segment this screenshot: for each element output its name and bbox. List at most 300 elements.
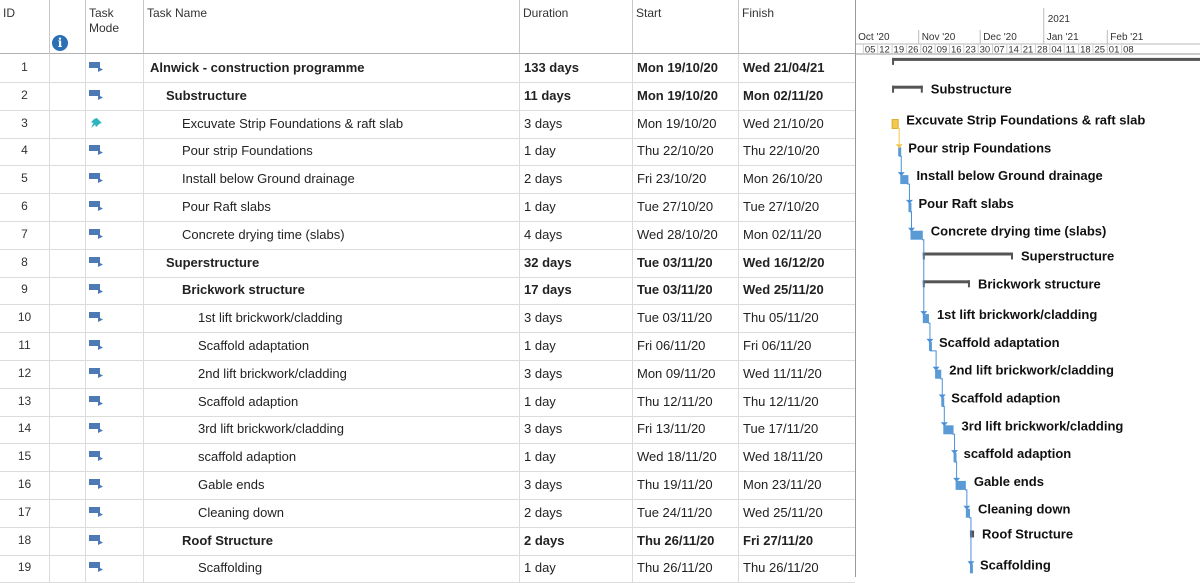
task-finish-cell[interactable]	[739, 554, 855, 582]
task-name-cell[interactable]	[144, 110, 520, 138]
task-id: 15	[17, 449, 32, 464]
timescale-week-label: 23	[965, 44, 976, 56]
task-id: 19	[17, 560, 32, 575]
task-mode-cell[interactable]	[86, 221, 144, 249]
task-start: Wed 28/10/20	[637, 226, 718, 242]
task-name: Pour strip Foundations	[182, 143, 313, 159]
task-id: 12	[17, 365, 32, 380]
task-finish-cell[interactable]	[739, 360, 855, 388]
task-start-cell[interactable]	[633, 82, 739, 110]
task-name-cell[interactable]	[144, 499, 520, 527]
task-duration-cell[interactable]	[520, 304, 633, 332]
task-duration-cell[interactable]	[520, 360, 633, 388]
task-finish: Wed 11/11/20	[743, 365, 822, 381]
task-name: 3rd lift brickwork/cladding	[198, 421, 344, 437]
task-duration-cell[interactable]	[520, 415, 633, 443]
auto-scheduled-icon	[89, 145, 103, 155]
task-start: Thu 12/11/20	[637, 393, 713, 409]
task-duration: 32 days	[524, 254, 572, 270]
task-duration-cell[interactable]	[520, 82, 633, 110]
task-start-cell[interactable]	[633, 554, 739, 582]
task-duration: 2 days	[524, 171, 563, 187]
task-indicator-cell[interactable]	[50, 360, 86, 388]
task-id-cell[interactable]	[0, 82, 50, 110]
task-id: 11	[18, 338, 31, 352]
task-name-cell[interactable]	[144, 165, 520, 193]
task-indicator-cell[interactable]	[50, 471, 86, 499]
column-header-id[interactable]	[0, 0, 50, 54]
task-bar	[970, 564, 973, 573]
timescale-week-label: 16	[950, 44, 962, 56]
task-finish-cell[interactable]	[739, 165, 855, 193]
info-icon: i	[52, 35, 68, 51]
table-row[interactable]	[0, 221, 855, 250]
task-duration: 1 day	[524, 560, 556, 576]
gantt-bar-label: Scaffold adaption	[951, 390, 1061, 406]
task-mode-cell[interactable]	[86, 554, 144, 582]
auto-scheduled-icon	[89, 229, 103, 239]
task-name: Superstructure	[166, 254, 260, 270]
column-header-task-mode-line1: Task	[89, 6, 114, 20]
task-start-cell[interactable]	[633, 443, 739, 471]
task-indicator-cell[interactable]	[50, 249, 86, 277]
task-finish-cell[interactable]	[739, 82, 855, 110]
task-id-cell[interactable]	[0, 554, 50, 582]
task-name-cell[interactable]	[144, 82, 520, 110]
task-mode-cell[interactable]	[86, 137, 144, 165]
task-id: 6	[21, 199, 28, 213]
table-row[interactable]	[0, 304, 855, 333]
task-start: Thu 22/10/20	[637, 143, 714, 159]
task-duration-cell[interactable]	[520, 499, 633, 527]
table-row[interactable]	[0, 249, 855, 278]
table-row[interactable]	[0, 388, 855, 417]
task-finish-cell[interactable]	[739, 193, 855, 221]
task-indicator-cell[interactable]	[50, 499, 86, 527]
task-mode-cell[interactable]	[86, 499, 144, 527]
gantt-bar-label: Cleaning down	[977, 501, 1071, 517]
task-name: 1st lift brickwork/cladding	[198, 310, 343, 326]
task-id-cell[interactable]	[0, 193, 50, 221]
auto-scheduled-icon	[89, 451, 103, 461]
timescale-week-label: 14	[1008, 44, 1019, 56]
task-bar	[908, 203, 911, 212]
task-start: Mon 19/10/20	[637, 87, 718, 103]
gantt-bar-label: Pour Raft slabs	[918, 195, 1014, 211]
task-id-cell[interactable]	[0, 276, 50, 304]
task-mode-cell[interactable]	[86, 332, 144, 360]
task-finish: Thu 26/11/20	[743, 560, 819, 576]
auto-scheduled-icon	[89, 562, 103, 572]
task-bar	[966, 509, 970, 518]
task-finish: Mon 26/10/20	[743, 171, 823, 187]
task-bar	[943, 425, 953, 434]
task-bar	[935, 370, 941, 379]
task-start-cell[interactable]	[633, 54, 739, 82]
task-name: Concrete drying time (slabs)	[182, 226, 345, 242]
task-mode-cell[interactable]	[86, 110, 144, 138]
task-id-cell[interactable]	[0, 527, 50, 555]
task-mode-cell[interactable]	[86, 388, 144, 416]
task-start: Thu 19/11/20	[637, 477, 713, 492]
task-finish: Thu 12/11/20	[743, 393, 819, 409]
auto-scheduled-icon	[89, 201, 103, 211]
task-name: Install below Ground drainage	[182, 171, 355, 187]
table-row[interactable]	[0, 415, 855, 444]
task-duration-cell[interactable]	[520, 221, 633, 249]
task-id-cell[interactable]	[0, 499, 50, 527]
task-duration: 3 days	[524, 421, 563, 437]
column-header-finish[interactable]	[739, 0, 855, 54]
auto-scheduled-icon	[89, 479, 103, 489]
auto-scheduled-icon	[89, 368, 103, 378]
table-row[interactable]	[0, 54, 855, 83]
task-duration-cell[interactable]	[520, 193, 633, 221]
task-name-cell[interactable]	[144, 554, 520, 582]
auto-scheduled-icon	[89, 340, 103, 350]
task-id-cell[interactable]	[0, 165, 50, 193]
task-finish-cell[interactable]	[739, 54, 855, 82]
task-mode-cell[interactable]	[86, 193, 144, 221]
gantt-bar-label: Brickwork structure	[977, 276, 1101, 292]
task-id-cell[interactable]	[0, 304, 50, 332]
task-id: 9	[21, 282, 28, 297]
task-duration: 17 days	[524, 282, 572, 298]
timescale-week-label: 01	[1108, 44, 1120, 56]
task-finish: Mon 23/11/20	[743, 477, 822, 492]
task-start-cell[interactable]	[633, 527, 739, 555]
task-finish-cell[interactable]	[739, 276, 855, 304]
task-id-cell[interactable]	[0, 443, 50, 471]
task-finish-cell[interactable]	[739, 499, 855, 527]
task-name-cell[interactable]	[144, 471, 520, 499]
task-finish: Mon 02/11/20	[743, 226, 822, 242]
gantt-chart[interactable]	[856, 0, 1200, 577]
column-header-task-mode[interactable]	[86, 0, 144, 54]
task-id: 8	[21, 254, 28, 269]
task-duration-cell[interactable]	[520, 443, 633, 471]
timescale-week-label: 12	[879, 44, 890, 56]
task-indicator-cell[interactable]	[50, 554, 86, 582]
task-start: Tue 27/10/20	[637, 199, 714, 214]
task-mode-cell[interactable]	[86, 415, 144, 443]
task-name: Cleaning down	[198, 504, 285, 520]
task-mode-cell[interactable]	[86, 249, 144, 277]
task-name: scaffold adaption	[198, 449, 297, 465]
task-duration: 1 day	[524, 338, 556, 353]
task-finish-cell[interactable]	[739, 110, 855, 138]
task-name-cell[interactable]	[144, 193, 520, 221]
timescale-week-label: 02	[922, 44, 933, 56]
column-header-start-label: Start	[636, 6, 662, 20]
task-indicator-cell[interactable]	[50, 304, 86, 332]
task-finish: Fri 27/11/20	[743, 532, 814, 548]
column-header-task-name-label: Task Name	[147, 6, 208, 20]
task-mode-cell[interactable]	[86, 443, 144, 471]
task-finish-cell[interactable]	[739, 137, 855, 165]
task-finish-cell[interactable]	[739, 471, 855, 499]
task-id: 10	[17, 310, 32, 325]
task-start-cell[interactable]	[633, 110, 739, 138]
dependency-link	[907, 184, 909, 201]
task-id: 16	[17, 477, 32, 491]
summary-bar-start-cap	[892, 58, 894, 65]
timescale-week-label: 07	[994, 44, 1005, 56]
gantt-bar-label: Roof Structure	[982, 526, 1074, 542]
timescale-month-label: Oct '20	[858, 32, 890, 43]
task-start-cell[interactable]	[633, 499, 739, 527]
gantt-bar-label: Excuvate Strip Foundations & raft slab	[906, 112, 1146, 128]
task-name-cell[interactable]	[144, 304, 520, 332]
task-duration-cell[interactable]	[520, 276, 633, 304]
task-indicator-cell[interactable]	[50, 193, 86, 221]
task-mode-cell[interactable]	[86, 527, 144, 555]
dependency-arrow	[951, 450, 958, 454]
table-row[interactable]	[0, 82, 855, 111]
task-start-cell[interactable]	[633, 165, 739, 193]
task-finish-cell[interactable]	[739, 249, 855, 277]
task-finish-cell[interactable]	[739, 527, 855, 555]
task-id-cell[interactable]	[0, 332, 50, 360]
task-start-cell[interactable]	[633, 249, 739, 277]
task-start: Mon 19/10/20	[637, 115, 717, 131]
task-name: Roof Structure	[182, 532, 273, 548]
summary-bar-end-cap	[1011, 253, 1013, 260]
task-bar	[900, 175, 908, 184]
gantt-bar-label: Concrete drying time (slabs)	[930, 223, 1107, 239]
timescale-week-label: 19	[893, 44, 905, 56]
task-indicator-cell[interactable]	[50, 137, 86, 165]
manual-task-bar	[892, 120, 898, 129]
task-start-cell[interactable]	[633, 360, 739, 388]
gantt-bar-label: 2nd lift brickwork/cladding	[949, 362, 1114, 378]
task-id: 18	[17, 532, 32, 547]
task-name-cell[interactable]	[144, 54, 520, 82]
task-indicator-cell[interactable]	[50, 110, 86, 138]
table-row[interactable]	[0, 471, 855, 500]
task-duration: 3 days	[524, 365, 563, 381]
dependency-link	[940, 379, 942, 396]
task-id: 7	[21, 226, 28, 241]
task-name-cell[interactable]	[144, 221, 520, 249]
task-duration: 2 days	[524, 532, 565, 548]
table-row[interactable]	[0, 165, 855, 194]
table-row[interactable]	[0, 193, 855, 222]
task-name-cell[interactable]	[144, 360, 520, 388]
task-name: Pour Raft slabs	[182, 199, 271, 214]
task-mode-cell[interactable]	[86, 304, 144, 332]
column-header-duration[interactable]	[520, 0, 633, 54]
table-row[interactable]	[0, 110, 855, 139]
task-duration-cell[interactable]	[520, 554, 633, 582]
task-duration-cell[interactable]	[520, 332, 633, 360]
task-indicator-cell[interactable]	[50, 165, 86, 193]
task-indicator-cell[interactable]	[50, 221, 86, 249]
dependency-link	[928, 323, 930, 340]
task-finish: Wed 21/10/20	[743, 115, 824, 131]
task-start-cell[interactable]	[633, 193, 739, 221]
task-finish-cell[interactable]	[739, 415, 855, 443]
auto-scheduled-icon	[89, 257, 103, 267]
task-id: 3	[21, 115, 28, 130]
task-id-cell[interactable]	[0, 249, 50, 277]
task-bar	[954, 453, 957, 462]
task-name: Brickwork structure	[182, 282, 305, 298]
task-id-cell[interactable]	[0, 54, 50, 82]
task-start-cell[interactable]	[633, 276, 739, 304]
column-header-indicators[interactable]	[50, 0, 86, 54]
task-name-cell[interactable]	[144, 137, 520, 165]
gantt-chart-canvas	[856, 0, 1200, 577]
auto-scheduled-icon	[89, 90, 103, 100]
column-header-start[interactable]	[633, 0, 739, 54]
task-finish: Wed 16/12/20	[743, 254, 825, 270]
task-name-cell[interactable]	[144, 443, 520, 471]
task-start: Mon 19/10/20	[637, 60, 718, 75]
task-bar	[898, 147, 901, 156]
task-indicator-cell[interactable]	[50, 82, 86, 110]
task-start-cell[interactable]	[633, 388, 739, 416]
task-id-cell[interactable]	[0, 388, 50, 416]
task-id-cell[interactable]	[0, 471, 50, 499]
timescale-year-label: 2021	[1047, 14, 1070, 25]
auto-scheduled-icon	[89, 284, 103, 294]
task-finish-cell[interactable]	[739, 443, 855, 471]
task-duration: 2 days	[524, 504, 563, 520]
gantt-bar-label: Install below Ground drainage	[916, 168, 1103, 184]
task-duration-cell[interactable]	[520, 527, 633, 555]
task-indicator-cell[interactable]	[50, 388, 86, 416]
task-mode-cell[interactable]	[86, 360, 144, 388]
task-mode-cell[interactable]	[86, 165, 144, 193]
gantt-bar-label: Scaffolding	[980, 557, 1051, 573]
table-row[interactable]	[0, 443, 855, 472]
task-finish: Wed 25/11/20	[743, 282, 824, 298]
task-mode-cell[interactable]	[86, 276, 144, 304]
task-id-cell[interactable]	[0, 415, 50, 443]
dependency-arrow	[896, 144, 903, 148]
summary-bar	[892, 86, 923, 89]
task-duration: 1 day	[524, 449, 556, 465]
task-name: 2nd lift brickwork/cladding	[198, 365, 347, 381]
task-id-cell[interactable]	[0, 360, 50, 388]
task-duration: 3 days	[524, 115, 563, 131]
table-row[interactable]	[0, 360, 855, 389]
task-start-cell[interactable]	[633, 221, 739, 249]
task-finish-cell[interactable]	[739, 388, 855, 416]
task-duration-cell[interactable]	[520, 249, 633, 277]
task-id: 17	[17, 504, 32, 519]
task-bar	[911, 231, 923, 240]
task-duration-cell[interactable]	[520, 388, 633, 416]
task-indicator-cell[interactable]	[50, 415, 86, 443]
task-duration-cell[interactable]	[520, 165, 633, 193]
table-row[interactable]	[0, 137, 855, 166]
task-id: 1	[21, 60, 28, 74]
task-id: 13	[17, 393, 32, 408]
summary-bar	[923, 280, 970, 283]
summary-bar-end-cap	[972, 531, 974, 538]
dependency-link	[965, 490, 967, 507]
timescale-week-label: 30	[979, 44, 991, 56]
task-name-cell[interactable]	[144, 415, 520, 443]
auto-scheduled-icon	[89, 423, 103, 433]
task-finish: Mon 02/11/20	[743, 87, 824, 103]
task-mode-cell[interactable]	[86, 82, 144, 110]
task-finish-cell[interactable]	[739, 332, 855, 360]
task-name-cell[interactable]	[144, 249, 520, 277]
task-indicator-cell[interactable]	[50, 443, 86, 471]
table-row[interactable]	[0, 554, 855, 583]
summary-bar-end-cap	[921, 86, 923, 93]
task-name: Gable ends	[198, 477, 265, 492]
table-row[interactable]	[0, 276, 855, 305]
task-finish: Thu 05/11/20	[743, 310, 819, 326]
task-indicator-cell[interactable]	[50, 54, 86, 82]
timescale-week-label: 18	[1080, 44, 1091, 56]
task-id-cell[interactable]	[0, 221, 50, 249]
task-mode-cell[interactable]	[86, 471, 144, 499]
task-name-cell[interactable]	[144, 388, 520, 416]
auto-scheduled-icon	[89, 173, 103, 183]
task-indicator-cell[interactable]	[50, 332, 86, 360]
task-finish-cell[interactable]	[739, 304, 855, 332]
task-id-cell[interactable]	[0, 110, 50, 138]
gantt-bar-label: 1st lift brickwork/cladding	[936, 307, 1098, 323]
task-mode-cell[interactable]	[86, 54, 144, 82]
column-header-task-name[interactable]	[144, 0, 520, 54]
task-start-cell[interactable]	[633, 471, 739, 499]
timescale-week-label: 21	[1022, 44, 1034, 56]
table-row[interactable]	[0, 332, 855, 361]
task-duration-cell[interactable]	[520, 137, 633, 165]
task-start: Fri 06/11/20	[637, 338, 706, 353]
task-id-cell[interactable]	[0, 137, 50, 165]
task-name: Excuvate Strip Foundations & raft slab	[182, 115, 404, 131]
task-duration: 1 day	[524, 199, 556, 214]
table-row[interactable]	[0, 527, 855, 556]
task-finish-cell[interactable]	[739, 221, 855, 249]
timescale-month-label: Feb '21	[1110, 32, 1144, 43]
task-name-cell[interactable]	[144, 276, 520, 304]
task-indicator-cell[interactable]	[50, 276, 86, 304]
table-row[interactable]	[0, 499, 855, 528]
manual-pin-icon	[89, 118, 103, 128]
task-name-cell[interactable]	[144, 527, 520, 555]
task-start: Fri 23/10/20	[637, 171, 707, 187]
task-duration-cell[interactable]	[520, 110, 633, 138]
timescale-week-label: 04	[1051, 44, 1062, 56]
auto-scheduled-icon	[89, 507, 103, 517]
task-start-cell[interactable]	[633, 332, 739, 360]
task-duration-cell[interactable]	[520, 471, 633, 499]
task-start-cell[interactable]	[633, 137, 739, 165]
task-finish: Tue 27/10/20	[743, 199, 820, 214]
task-start-cell[interactable]	[633, 415, 739, 443]
dependency-arrow	[967, 561, 974, 565]
task-name-cell[interactable]	[144, 332, 520, 360]
task-duration-cell[interactable]	[520, 54, 633, 82]
task-name: Scaffolding	[198, 560, 263, 576]
task-finish: Wed 25/11/20	[743, 504, 823, 520]
task-duration: 1 day	[524, 143, 556, 159]
summary-bar-end-cap	[968, 280, 970, 287]
timescale-week-label: 26	[907, 44, 919, 56]
task-start-cell[interactable]	[633, 304, 739, 332]
task-name: Scaffold adaption	[198, 393, 299, 409]
task-bar	[941, 398, 944, 407]
task-indicator-cell[interactable]	[50, 527, 86, 555]
